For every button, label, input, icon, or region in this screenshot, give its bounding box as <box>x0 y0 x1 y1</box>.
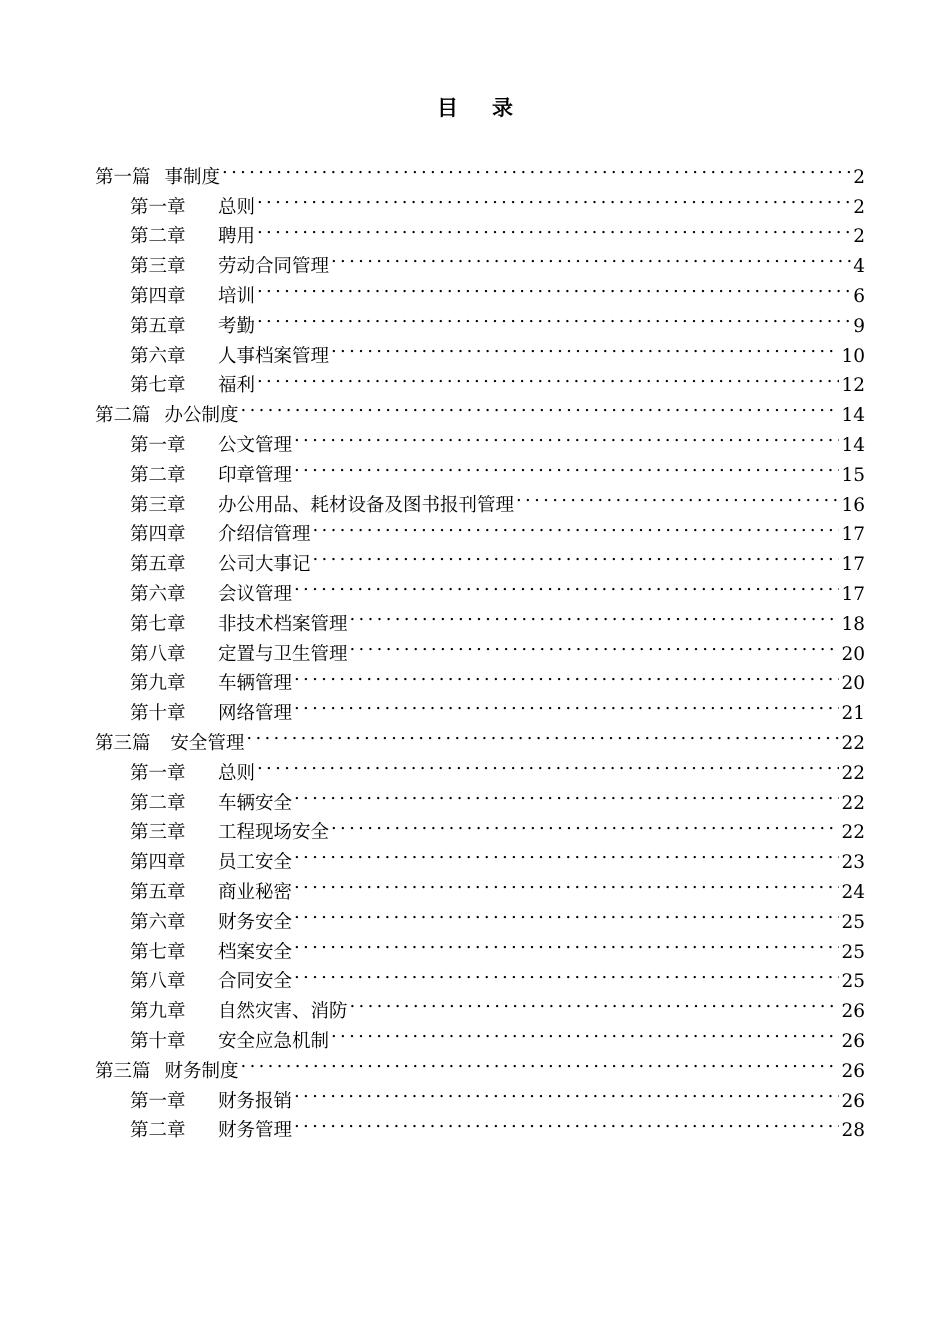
toc-dot-leader <box>257 302 851 332</box>
toc-dot-leader <box>294 868 839 898</box>
toc-entry-title: 安全应急机制 <box>218 1030 330 1052</box>
toc-entry-number: 第七章 <box>130 375 186 397</box>
toc-entry-number: 第一篇 <box>95 166 151 188</box>
toc-entry-number: 第三篇 <box>95 732 151 754</box>
toc-dot-leader <box>294 838 839 868</box>
toc-dot-leader <box>294 570 839 600</box>
toc-dot-leader <box>257 272 851 302</box>
toc-entry-page-number: 6 <box>853 285 865 307</box>
toc-dot-leader <box>294 958 839 988</box>
toc-entry-number: 第七章 <box>130 613 186 635</box>
toc-entry-number: 第一章 <box>130 1090 186 1112</box>
toc-entry-page-number: 15 <box>841 464 865 486</box>
toc-dot-leader <box>294 451 839 481</box>
toc-entry-page-number: 26 <box>841 1001 865 1023</box>
page-title <box>0 92 950 122</box>
toc-entry-page-number: 4 <box>853 256 865 278</box>
toc-entry-number: 第四章 <box>130 524 186 546</box>
toc-entry-number: 第一章 <box>130 434 186 456</box>
toc-entry-number: 第二章 <box>130 792 186 814</box>
toc-entry-number: 第四章 <box>130 285 186 307</box>
toc-entry-page-number: 18 <box>841 613 865 635</box>
toc-dot-leader <box>331 332 839 362</box>
toc-entry-title: 财务管理 <box>218 1120 293 1142</box>
toc-dot-leader <box>257 362 839 392</box>
toc-entry-title: 定置与卫生管理 <box>218 643 348 665</box>
toc-entry-number: 第四章 <box>130 852 186 874</box>
toc-entry-page-number: 26 <box>841 1030 865 1052</box>
toc-dot-leader <box>350 630 840 660</box>
toc-entry-page-number: 26 <box>841 1060 865 1082</box>
toc-entry-title: 车辆管理 <box>218 673 293 695</box>
toc-entry-title: 车辆安全 <box>218 792 293 814</box>
toc-entry-title: 培训 <box>218 285 256 307</box>
toc-entry-page-number: 10 <box>841 345 865 367</box>
table-of-contents <box>95 153 865 1142</box>
toc-entry-number: 第二章 <box>130 464 186 486</box>
toc-dot-leader <box>331 242 851 272</box>
toc-entry-page-number: 9 <box>853 315 865 337</box>
toc-entry-number: 第一章 <box>130 196 186 218</box>
toc-entry-title: 考勤 <box>218 315 256 337</box>
toc-entry-page-number: 22 <box>841 762 865 784</box>
toc-dot-leader <box>294 928 839 958</box>
toc-entry-number: 第三章 <box>130 822 186 844</box>
toc-entry-title: 合同安全 <box>218 971 293 993</box>
toc-entry-number: 第九章 <box>130 673 186 695</box>
toc-entry-number: 第三篇 <box>95 1060 151 1082</box>
toc-dot-leader <box>294 1107 839 1137</box>
title-char-2: 录 <box>492 95 513 120</box>
toc-entry-number: 第九章 <box>130 1001 186 1023</box>
toc-entry-number: 第二篇 <box>95 405 151 427</box>
toc-entry-number: 第二章 <box>130 1120 186 1142</box>
toc-entry-title: 总则 <box>218 196 256 218</box>
toc-entry-title: 公文管理 <box>218 434 293 456</box>
toc-entry-page-number: 25 <box>841 971 865 993</box>
toc-entry-title: 人事档案管理 <box>218 345 330 367</box>
toc-dot-leader <box>294 1077 839 1107</box>
toc-entry-title: 办公用品、耗材设备及图书报刊管理 <box>218 494 515 516</box>
toc-entry-number: 第五章 <box>130 315 186 337</box>
toc-entry-page-number: 17 <box>841 554 865 576</box>
toc-dot-leader <box>257 213 851 243</box>
toc-entry-page-number: 24 <box>841 881 865 903</box>
title-char-1: 目 <box>437 95 458 120</box>
toc-dot-leader <box>294 689 839 719</box>
toc-entry-title: 财务制度 <box>164 1060 239 1082</box>
toc-entry-page-number: 26 <box>841 1090 865 1112</box>
toc-entry-title: 劳动合同管理 <box>218 256 330 278</box>
toc-entry-number: 第六章 <box>130 911 186 933</box>
toc-entry-page-number: 14 <box>841 405 865 427</box>
toc-dot-leader <box>257 183 851 213</box>
toc-entry-title: 自然灾害、消防 <box>218 1001 348 1023</box>
toc-dot-leader <box>294 898 839 928</box>
toc-entry-number: 第六章 <box>130 583 186 605</box>
toc-entry-page-number: 12 <box>841 375 865 397</box>
toc-entry-page-number: 28 <box>841 1120 865 1142</box>
toc-entry-title: 印章管理 <box>218 464 293 486</box>
toc-entry-number: 第一章 <box>130 762 186 784</box>
toc-entry-title: 工程现场安全 <box>218 822 330 844</box>
toc-entry-number: 第十章 <box>130 703 186 725</box>
toc-entry-title: 办公制度 <box>164 405 239 427</box>
toc-entry-page-number: 20 <box>841 673 865 695</box>
toc-part-entry[interactable] <box>95 153 865 188</box>
toc-entry-title: 档案安全 <box>218 941 293 963</box>
toc-dot-leader <box>222 153 851 183</box>
toc-entry-title: 会议管理 <box>218 583 293 605</box>
toc-entry-number: 第七章 <box>130 941 186 963</box>
toc-entry-page-number: 25 <box>841 911 865 933</box>
toc-entry-number: 第三章 <box>130 256 186 278</box>
toc-entry-number: 第八章 <box>130 971 186 993</box>
toc-entry-number: 第五章 <box>130 554 186 576</box>
toc-entry-title: 商业秘密 <box>218 881 293 903</box>
toc-dot-leader <box>294 660 839 690</box>
toc-entry-page-number: 20 <box>841 643 865 665</box>
toc-dot-leader <box>294 779 839 809</box>
toc-entry-page-number: 17 <box>841 583 865 605</box>
toc-entry-title: 福利 <box>218 375 256 397</box>
toc-entry-page-number: 2 <box>853 226 865 248</box>
toc-entry-page-number: 22 <box>841 792 865 814</box>
toc-dot-leader <box>350 987 840 1017</box>
toc-entry-title: 安全管理 <box>164 732 245 754</box>
toc-entry-title: 财务报销 <box>218 1090 293 1112</box>
toc-entry-number: 第五章 <box>130 881 186 903</box>
toc-entry-page-number: 2 <box>853 166 865 188</box>
toc-entry-page-number: 22 <box>841 822 865 844</box>
toc-entry-number: 第三章 <box>130 494 186 516</box>
toc-dot-leader <box>331 1017 839 1047</box>
toc-entry-title: 公司大事记 <box>218 554 311 576</box>
toc-entry-title: 财务安全 <box>218 911 293 933</box>
toc-entry-title: 介绍信管理 <box>218 524 311 546</box>
toc-entry-page-number: 17 <box>841 524 865 546</box>
toc-dot-leader <box>241 391 840 421</box>
toc-entry-title: 网络管理 <box>218 703 293 725</box>
toc-dot-leader <box>313 540 840 570</box>
toc-entry-title: 总则 <box>218 762 256 784</box>
toc-entry-page-number: 23 <box>841 852 865 874</box>
toc-entry-page-number: 21 <box>841 703 865 725</box>
toc-entry-number: 第八章 <box>130 643 186 665</box>
toc-dot-leader <box>294 421 839 451</box>
toc-dot-leader <box>241 1047 840 1077</box>
toc-dot-leader <box>313 511 840 541</box>
toc-entry-number: 第十章 <box>130 1030 186 1052</box>
toc-entry-title: 非技术档案管理 <box>218 613 348 635</box>
toc-dot-leader <box>331 809 839 839</box>
toc-entry-number: 第二章 <box>130 226 186 248</box>
toc-dot-leader <box>246 719 839 749</box>
toc-entry-page-number: 25 <box>841 941 865 963</box>
toc-dot-leader <box>257 749 839 779</box>
toc-dot-leader <box>350 600 840 630</box>
toc-entry-title: 员工安全 <box>218 852 293 874</box>
toc-entry-title: 事制度 <box>164 166 221 188</box>
toc-entry-number: 第六章 <box>130 345 186 367</box>
toc-dot-leader <box>516 481 839 511</box>
toc-entry-page-number: 22 <box>841 732 865 754</box>
toc-entry-page-number: 14 <box>841 434 865 456</box>
toc-entry-title: 聘用 <box>218 226 256 248</box>
toc-entry-page-number: 2 <box>853 196 865 218</box>
toc-entry-page-number: 16 <box>841 494 865 516</box>
